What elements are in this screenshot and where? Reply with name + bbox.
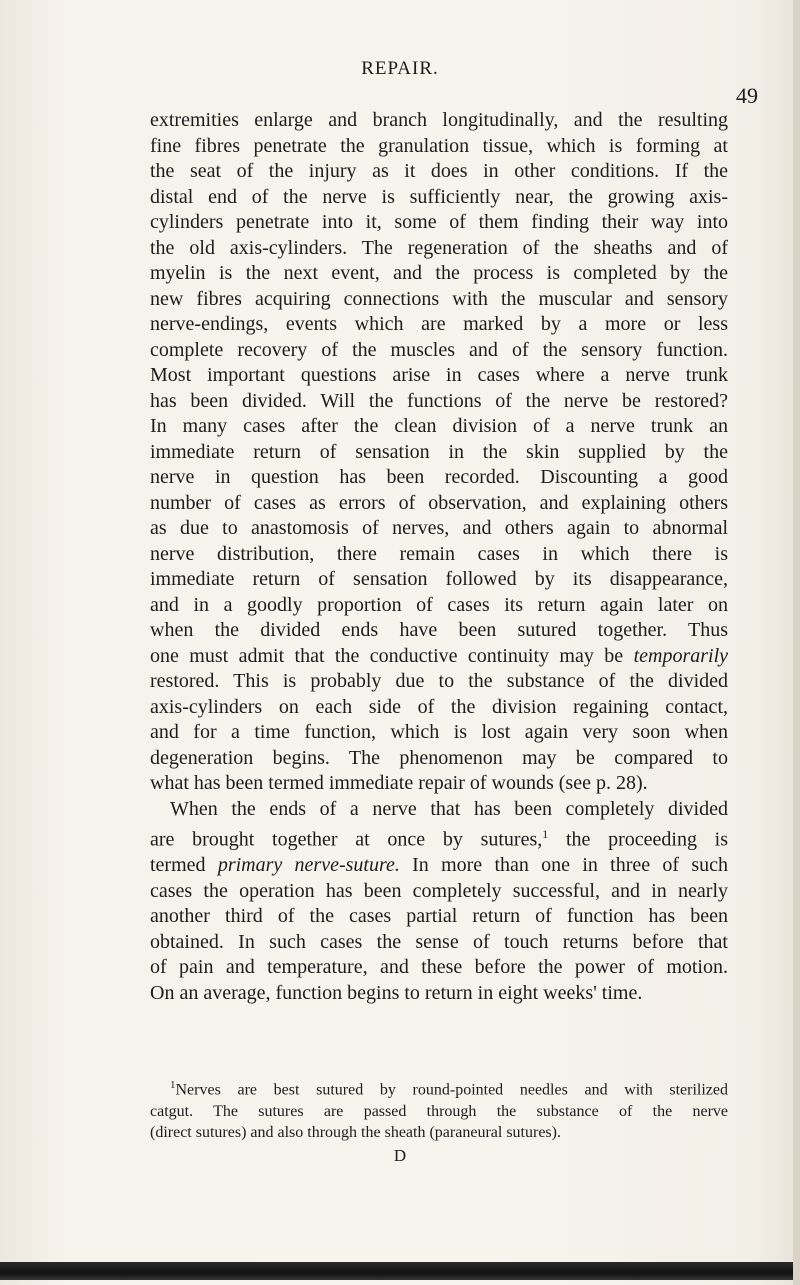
text-line: nerve distribution, there remain cases in which there is — [150, 542, 728, 565]
footnote-line: catgut. The sutures are passed through the substance of the nerve — [150, 1102, 728, 1120]
text-line: obtained. In such cases the sense of touch returns before that — [150, 930, 728, 953]
text-line: restored. This is probably due to the substance of the divided — [150, 670, 728, 692]
text-line: complete recovery of the muscles and of the sensory function. — [150, 338, 728, 361]
text-line: and for a time function, which is lost again very soon when — [150, 721, 728, 743]
paragraph-2 — [150, 797, 728, 1007]
text-line: the seat of the injury as it does in other conditions. If the — [150, 160, 728, 182]
text-line: the old axis-cylinders. The regeneration of the sheaths and of — [150, 236, 728, 259]
text-line: nerve-endings, events which are marked by a more or less — [150, 313, 728, 335]
footnote-marker: 1 — [542, 827, 549, 841]
text-line: one must admit that the conductive continuity may be temporarily — [150, 644, 728, 667]
text-line: distal end of the nerve is sufficiently near, the growing axis- — [150, 185, 728, 208]
text-line: are brought together at once by sutures,$^1$ the proceeding is — [150, 827, 728, 851]
text-line: cylinders penetrate into it, some of them finding their way into — [150, 211, 728, 233]
text-line: fine fibres penetrate the granulation tissue, which is forming at — [150, 134, 728, 157]
text-line: cases the operation has been completely successful, and in nearly — [150, 879, 728, 902]
footnote — [150, 1075, 728, 1144]
body-text — [150, 108, 728, 1006]
text-line: Most important questions arise in cases where a nerve trunk — [150, 364, 728, 386]
italic-word: temporarily — [633, 644, 728, 667]
text-line: and in a goodly proportion of cases its return again later on — [150, 593, 728, 616]
page-bottom-edge — [0, 1262, 800, 1280]
text-line: When the ends of a nerve that has been completely divided — [170, 797, 728, 820]
page-right-edge — [793, 0, 800, 1285]
running-head: REPAIR. — [361, 58, 439, 79]
text-line: when the divided ends have been sutured together. Thus — [150, 619, 728, 641]
text-line: nerve in question has been recorded. Discounting a good — [150, 466, 728, 488]
text-line: as due to anastomosis of nerves, and others again to abnormal — [150, 517, 728, 539]
text-line: In many cases after the clean division of a nerve trunk an — [150, 415, 728, 437]
italic-term: primary nerve-suture. — [217, 854, 400, 877]
signature-mark: D — [393, 1146, 407, 1165]
text-line: another third of the cases partial return of function has been — [150, 905, 728, 928]
text-line: immediate return of sensation in the skin supplied by the — [150, 440, 728, 463]
text-line: On an average, function begins to return in eight weeks' time. — [150, 981, 643, 1004]
text-line: new fibres acquiring connections with the muscular and sensory — [150, 287, 728, 310]
footnote-line: (direct sutures) and also through the sheath (paraneural sutures). — [150, 1124, 561, 1142]
text-line: degeneration begins. The phenomenon may be compared to — [150, 746, 728, 769]
text-line: what has been termed immediate repair of wounds (see p. 28). — [150, 772, 648, 794]
text-line: myelin is the next event, and the process is completed by the — [150, 262, 728, 284]
text-line: of pain and temperature, and these before the power of motion. — [150, 956, 728, 979]
page-number: 49 — [736, 83, 758, 108]
text-line: number of cases as errors of observation, and explaining others — [150, 491, 728, 514]
text-line: immediate return of sensation followed by its disappearance, — [150, 568, 728, 590]
text-line: extremities enlarge and branch longitudinally, and the resulting — [150, 109, 728, 131]
text-line: termed primary nerve-suture. In more than one in three of such — [150, 854, 728, 877]
text-line: has been divided. Will the functions of the nerve be restored? — [150, 389, 728, 412]
text-line: axis-cylinders on each side of the division regaining contact, — [150, 695, 728, 718]
footnote-line: $^1$Nerves are best sutured by round-pointed needles and with sterilized — [170, 1079, 728, 1099]
paragraph-1 — [150, 108, 728, 797]
